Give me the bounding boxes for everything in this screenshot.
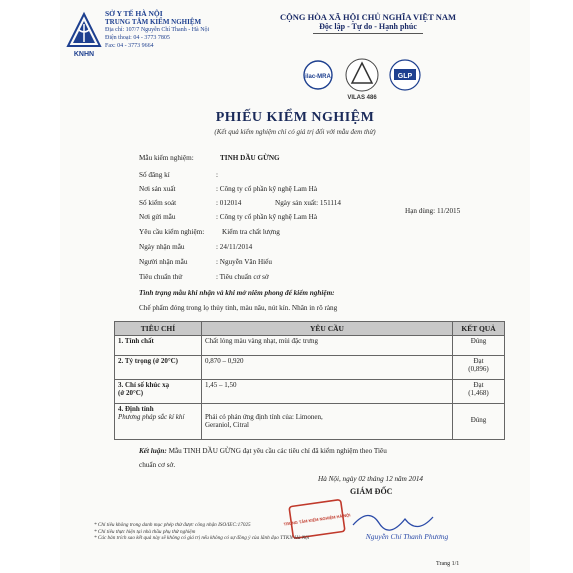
footnote-3: * Các bản trích sao kết quả này sẽ không có giá trị nếu không có sự đồng ý của lãnh đạo TTKN Hà Nội — [94, 535, 310, 542]
received-value: : 24/11/2014 — [216, 243, 253, 251]
org-line2: TRUNG TÂM KIỂM NGHIỆM — [105, 18, 202, 26]
row2-criterion: 2. Tỷ trọng (ở 20°C) — [115, 356, 202, 380]
row3-result: Đạt — [473, 381, 484, 389]
country-name: CỘNG HÒA XÃ HỘI CHỦ NGHĨA VIỆT NAM — [279, 12, 457, 22]
conclusion-text: Mẫu TINH DẦU GỪNG đạt yêu cầu các tiêu chí đã kiểm nghiệm theo Tiêu — [168, 447, 387, 455]
control-value: : 012014 — [216, 199, 242, 207]
signoff-date: Hà Nội, ngày 02 tháng 12 năm 2014 — [318, 475, 424, 483]
document-subtitle: (Kết quả kiểm nghiệm chỉ có giá trị đối với mẫu đem thử) — [214, 128, 376, 136]
row4-result: Đúng — [453, 404, 505, 440]
standard-label: Tiêu chuẩn thử — [139, 273, 183, 281]
maker-label: Nơi sản xuất — [139, 185, 176, 193]
row1-criterion: 1. Tính chất — [115, 336, 202, 356]
reg-value: : — [216, 171, 218, 179]
conclusion — [139, 447, 387, 456]
table-row — [115, 404, 505, 440]
svg-text:GLP: GLP — [397, 73, 413, 80]
director-signature — [345, 505, 475, 545]
col-criterion: TIÊU CHÍ — [115, 322, 202, 336]
row1-requirement: Chất lỏng màu vàng nhạt, mùi đặc trưng — [202, 336, 453, 356]
ilac-badge — [304, 61, 332, 89]
row4-requirement: Phải có phản ứng định tính của: Limonen, — [205, 413, 323, 421]
table-row — [115, 356, 505, 380]
footnotes — [94, 522, 309, 542]
org-address: Địa chỉ: 107/7 Nguyễn Chí Thanh - Hà Nội — [105, 27, 210, 33]
row2-requirement: 0,870 – 0,920 — [202, 356, 453, 380]
glp-badge — [390, 60, 420, 90]
page-number: Trang 1/1 — [436, 561, 460, 567]
org-line1: SỞ Y TẾ HÀ NỘI — [105, 9, 163, 18]
row3-requirement: 1,45 – 1,50 — [202, 380, 453, 404]
receiver-label: Người nhận mẫu — [139, 258, 188, 266]
org-fax: Fax: 04 - 3773 9664 — [105, 43, 154, 49]
org-phone: Điện thoại: 04 - 3773 7805 — [105, 35, 170, 41]
sender-label: Nơi gửi mẫu — [139, 213, 176, 221]
row4-criterion-note: Phương pháp sắc kí khí — [118, 413, 185, 421]
footnote-2: * Chỉ tiêu thực hiện tại nhà thầu phụ thử nghiệm — [94, 528, 196, 535]
results-table — [114, 321, 505, 440]
condition-text: Chế phẩm đóng trong lọ thủy tinh, màu nâu, nút kín. Nhãn in rõ ràng — [139, 304, 338, 312]
vilas-label: VILAS 486 — [347, 95, 377, 101]
row4-criterion: 4. Định tính — [118, 405, 154, 413]
stamp-text: TRUNG TÂM KIỂM NGHIỆM HÀ NỘI — [283, 512, 351, 527]
accreditation-badges — [302, 55, 482, 107]
reg-label: Số đăng kí — [139, 171, 170, 179]
org-header — [105, 10, 225, 50]
request-value: Kiểm tra chất lượng — [222, 228, 280, 236]
sample-value: TINH DẦU GỪNG — [220, 154, 280, 162]
table-row — [115, 380, 505, 404]
table-header-row — [115, 322, 505, 336]
svg-text:ilac-MRA: ilac-MRA — [305, 74, 331, 80]
row1-result: Đúng — [453, 336, 505, 356]
logo-text: KNHN — [73, 51, 95, 58]
receiver-value: : Nguyễn Văn Hiếu — [216, 258, 272, 266]
conclusion-text-2: chuẩn cơ sở. — [139, 461, 176, 469]
row3-criterion-note: (ở 20°C) — [118, 389, 144, 397]
signoff-role: GIÁM ĐỐC — [350, 487, 393, 496]
condition-heading: Tình trạng mẫu khi nhận và khi mở niêm phong để kiểm nghiệm: — [139, 289, 335, 297]
footnote-1: * Chỉ tiêu không trong danh mục phép thử được công nhận ISO/IEC:17025 — [94, 522, 251, 528]
received-label: Ngày nhận mẫu — [139, 243, 185, 251]
motto: Độc lập - Tự do - Hạnh phúc — [319, 22, 417, 31]
knhn-logo — [66, 12, 102, 60]
sample-label: Mẫu kiểm nghiệm: — [139, 154, 194, 162]
national-header — [258, 12, 478, 34]
row2-result: Đạt — [473, 357, 484, 365]
control-label: Số kiểm soát — [139, 199, 177, 207]
row3-result-value: (1,468) — [468, 389, 489, 397]
expiry-date: Hạn dùng: 11/2015 — [405, 207, 461, 215]
motto-underline — [313, 33, 423, 34]
request-label: Yêu cầu kiểm nghiệm: — [139, 228, 205, 236]
conclusion-label: Kết luận: — [139, 447, 167, 455]
document-title: PHIẾU KIỂM NGHIỆM — [215, 110, 375, 125]
row4-requirement-cont: Geraniol, Citral — [205, 421, 249, 429]
row2-result-value: (0,896) — [468, 365, 489, 373]
table-row — [115, 336, 505, 356]
row3-criterion: 3. Chỉ số khúc xạ — [118, 381, 170, 389]
boa-badge — [346, 59, 378, 101]
standard-value: : Tiêu chuẩn cơ sở — [216, 273, 269, 281]
maker-value: : Công ty cổ phần kỹ nghệ Lam Hà — [216, 185, 318, 193]
col-result: KẾT QUẢ — [453, 322, 505, 336]
col-requirement: YÊU CẦU — [202, 322, 453, 336]
sender-value: : Công ty cổ phần kỹ nghệ Lam Hà — [216, 213, 318, 221]
mfg-date: Ngày sản xuất: 151114 — [275, 199, 341, 207]
signature-name: Nguyễn Chí Thanh Phương — [365, 532, 449, 541]
